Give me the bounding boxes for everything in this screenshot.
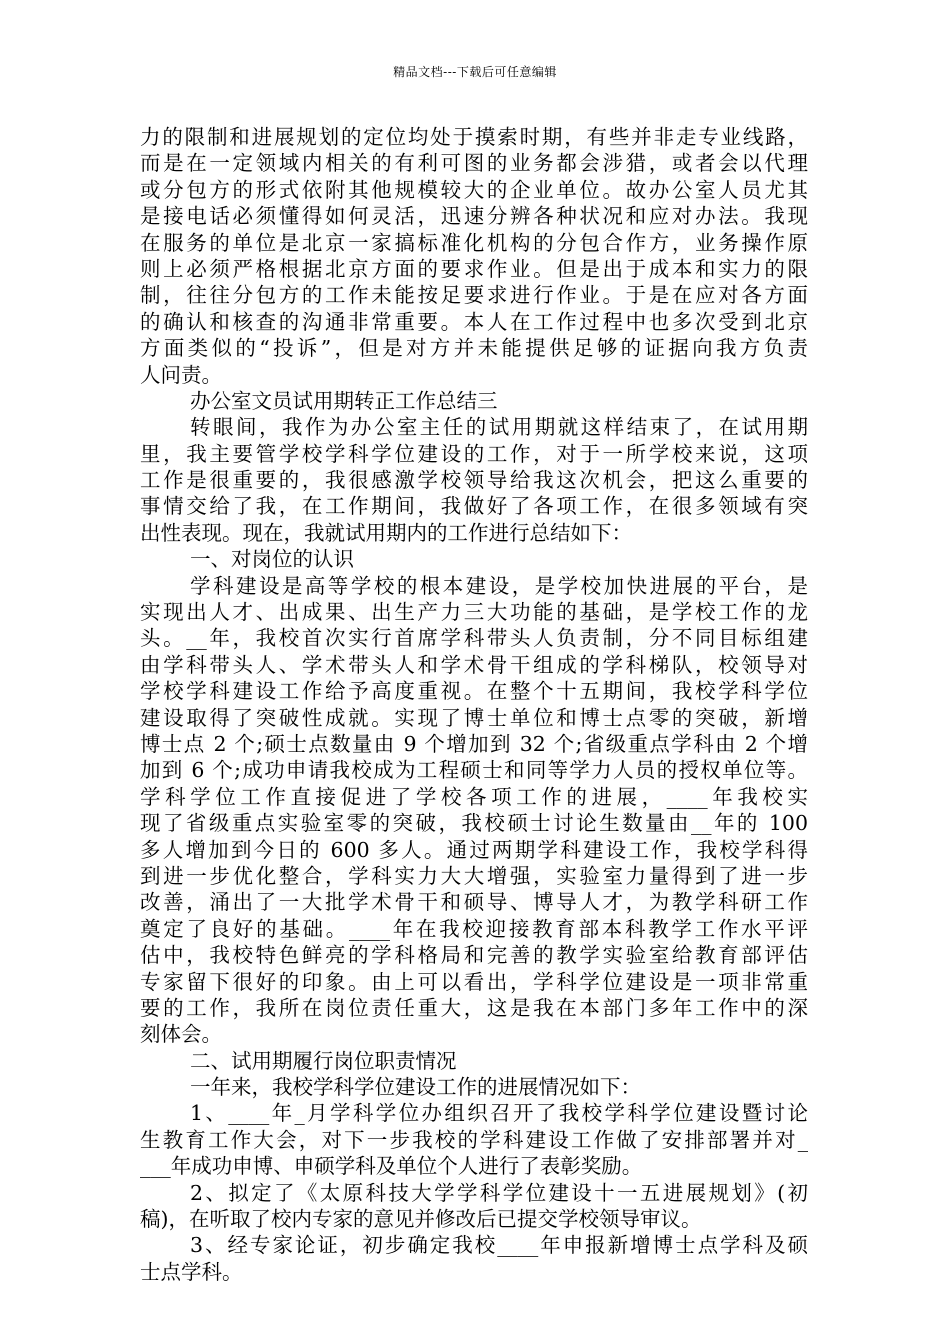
- text-line: 出性表现。现在，我就试用期内的工作进行总结如下：: [140, 520, 632, 545]
- document-body: [140, 124, 808, 1285]
- text-line: 是接电话必须懂得如何灵活，迅速分辨各种状况和应对办法。我现: [140, 204, 808, 229]
- text-line: 事情交给了我，在工作期间，我做好了各项工作，在很多领域有突: [140, 494, 808, 519]
- text-line: 估中，我校特色鲜亮的学科格局和完善的教学实验室给教育部评估: [140, 943, 808, 968]
- text-line: 力的限制和进展规划的定位均处于摸索时期，有些并非走专业线路，: [140, 125, 808, 149]
- list-item: [140, 1232, 808, 1285]
- text-line: 3、经专家论证，初步确定我校____年申报新增博士点学科及硕: [190, 1233, 808, 1258]
- text-line: 改善，涌出了一大批学术骨干和硕导、博导人才，为教学科研工作: [140, 890, 808, 915]
- text-line: 建设取得了突破性成就。实现了博士单位和博士点零的突破，新增: [140, 705, 808, 730]
- text-line: 里，我主要管学校学科学位建设的工作，对于一所学校来说，这项: [140, 441, 808, 466]
- text-line: 头。__年，我校首次实行首席学科带头人负责制，分不同目标组建: [140, 626, 808, 651]
- text-line: 到进一步优化整合，学科实力大大增强，实验室力量得到了进一步: [140, 863, 808, 888]
- text-line: 方面类似的“投诉”，但是对方并未能提供足够的证据向我方负责: [140, 336, 808, 361]
- list-item: [140, 1180, 808, 1233]
- text-line: 士点学科。: [140, 1259, 243, 1284]
- text-line: 而是在一定领域内相关的有利可图的业务都会涉猎，或者会以代理: [140, 151, 808, 176]
- text-line: 学科建设是高等学校的根本建设，是学校加快进展的平台，是: [190, 573, 808, 598]
- text-line: 在服务的单位是北京一家搞标准化机构的分包合作方，业务操作原: [140, 230, 808, 255]
- text-line: 实现出人才、出成果、出生产力三大功能的基础，是学校工作的龙: [140, 600, 808, 625]
- text-line: 2、拟定了《太原科技大学学科学位建设十一五进展规划》(初: [190, 1180, 808, 1205]
- paragraph: [140, 1074, 808, 1100]
- section-heading: [140, 546, 808, 572]
- page-header: 精品文档---下载后可任意编辑: [393, 65, 557, 79]
- text-line: 转眼间，我作为办公室主任的试用期就这样结束了，在试用期: [190, 415, 808, 440]
- text-line: 一、对岗位的认识: [190, 547, 354, 572]
- text-line: 多人增加到今日的 600 多人。通过两期学科建设工作，我校学科得: [140, 837, 808, 862]
- text-line: 学校学科建设工作给予高度重视。在整个十五期间，我校学科学位: [140, 679, 808, 704]
- text-line: 奠定了良好的基础。____年在我校迎接教育部本科教学工作水平评: [140, 916, 808, 941]
- text-line: 工作是很重要的，我很感激学校领导给我这次机会，把这么重要的: [140, 468, 808, 493]
- text-line: 现了省级重点实验室零的突破，我校硕士讨论生数量由__年的 100: [140, 811, 808, 836]
- paragraph: [140, 124, 808, 388]
- text-line: 则上必须严格根据北京方面的要求作业。但是出于成本和实力的限: [140, 256, 808, 281]
- text-line: 的确认和核查的沟通非常重要。本人在工作过程中也多次受到北京: [140, 309, 808, 334]
- text-line: 由学科带头人、学术带头人和学术骨干组成的学科梯队，校领导对: [140, 652, 808, 677]
- text-line: 专家留下很好的印象。由上可以看出，学科学位建设是一项非常重: [140, 969, 808, 994]
- text-line: 生教育工作大会，对下一步我校的学科建设工作做了安排部署并对_: [140, 1127, 808, 1152]
- text-line: 加到 6 个;成功申请我校成为工程硕士和同等学力人员的授权单位等。: [140, 758, 808, 783]
- text-line: 二、试用期履行岗位职责情况: [190, 1048, 457, 1073]
- text-line: 办公室文员试用期转正工作总结三: [190, 388, 498, 413]
- paragraph: [140, 414, 808, 546]
- text-line: 1、____年_月学科学位办组织召开了我校学科学位建设暨讨论: [190, 1101, 808, 1126]
- text-line: ___年成功申博、申硕学科及单位个人进行了表彰奖励。: [140, 1154, 643, 1179]
- text-line: 制，往往分包方的工作未能按足要求进行作业。于是在应对各方面: [140, 283, 808, 308]
- text-line: 人问责。: [140, 362, 222, 387]
- text-line: 稿)，在听取了校内专家的意见并修改后已提交学校领导审议。: [140, 1207, 702, 1232]
- section-title: [140, 388, 808, 414]
- text-line: 刻体会。: [140, 1022, 222, 1047]
- list-item: [140, 1100, 808, 1179]
- text-line: 要的工作，我所在岗位责任重大，这是我在本部门多年工作中的深: [140, 995, 808, 1020]
- text-line: 或分包方的形式依附其他规模较大的企业单位。故办公室人员尤其: [140, 177, 808, 202]
- text-line: 博士点 2 个;硕士点数量由 9 个增加到 32 个;省级重点学科由 2 个增: [140, 731, 808, 756]
- section-heading: [140, 1048, 808, 1074]
- paragraph: [140, 573, 808, 1048]
- text-line: 一年来，我校学科学位建设工作的进展情况如下：: [190, 1075, 641, 1100]
- text-line: 学科学位工作直接促进了学校各项工作的进展，____年我校实: [140, 784, 808, 809]
